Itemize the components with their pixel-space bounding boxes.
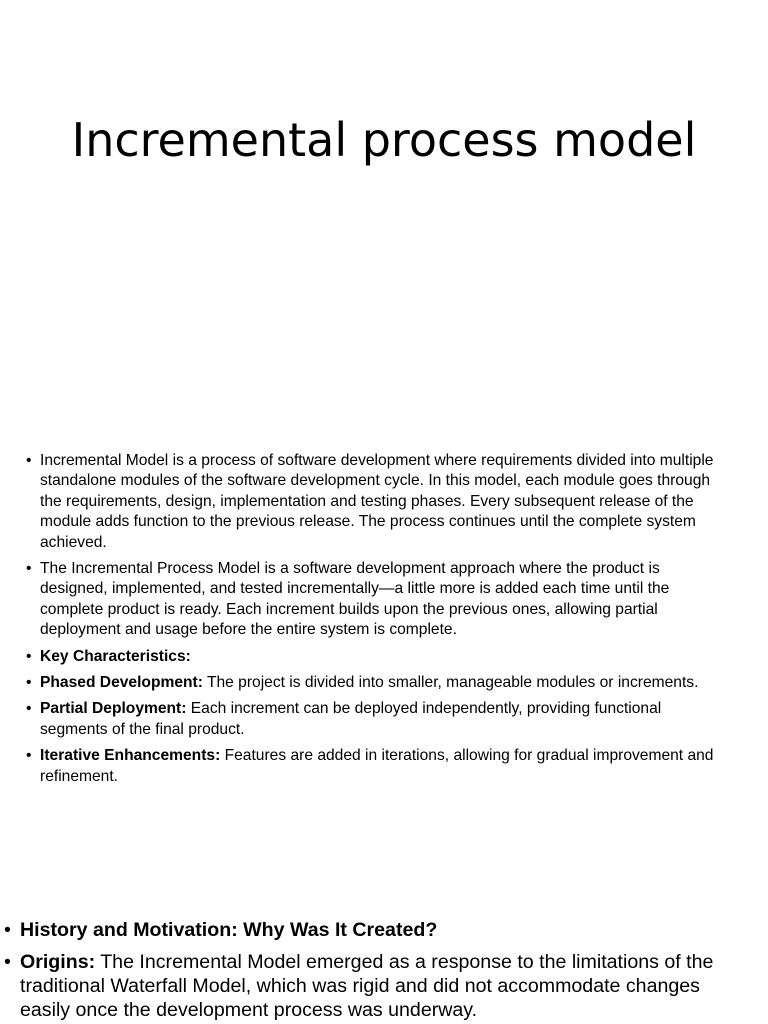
bullet-item	[0, 918, 740, 942]
bullet-item	[24, 451, 714, 553]
bullet-item	[24, 699, 714, 740]
bullet-item	[24, 746, 714, 787]
bullet-bold: Partial Deployment:	[40, 700, 187, 718]
bullet-icon: •	[4, 919, 11, 941]
history-bullet-list	[0, 918, 740, 1024]
bullet-icon: •	[26, 674, 32, 692]
bullet-text: The project is divided into smaller, manageable modules or increments.	[202, 674, 699, 692]
bullet-item	[24, 647, 714, 667]
bullet-bold: Key Characteristics:	[40, 647, 191, 665]
bullet-item	[24, 673, 714, 693]
bullet-text: Incremental Model is a process of software development where requirements divided into multiple standalone modules of the software development cycle. In this model, each module goes through the requirements, design, implementation and testing phases. Every subsequent release of the module adds function to the previous release. The process continues until the complete system achieved.	[40, 452, 714, 551]
bullet-icon: •	[26, 452, 32, 469]
bullet-text: The Incremental Model emerged as a response to the limitations of the traditional Waterfall Model, which was rigid and did not accommodate changes easily once the development process was underway.	[20, 951, 714, 1021]
bullet-text: Features are added in iterations, allowing for gradual improvement and refinement.	[40, 747, 714, 785]
bullet-text: The Incremental Process Model is a software development approach where the product is designed, implemented, and tested incrementally—a little more is added each time until the complete product is ready. Each increment builds upon the previous ones, allowing partial deployment and usage before the entire system is complete.	[40, 560, 670, 639]
bullet-icon: •	[26, 747, 32, 765]
bullet-icon: •	[4, 951, 11, 973]
bullet-icon: •	[26, 647, 32, 665]
bullet-item	[24, 559, 714, 641]
bullet-bold: History and Motivation: Why Was It Created?	[20, 919, 438, 941]
bullet-item	[0, 950, 740, 1022]
content-bullet-list	[24, 451, 714, 793]
bullet-bold: Iterative Enhancements:	[40, 747, 221, 765]
bullet-text: Each increment can be deployed independently, providing functional segments of the final product.	[40, 700, 662, 738]
slide-title: Incremental process model	[71, 113, 697, 167]
bullet-icon: •	[26, 700, 32, 718]
bullet-icon: •	[26, 560, 32, 578]
bullet-bold: Origins:	[20, 951, 96, 973]
bullet-bold: Phased Development:	[40, 674, 203, 692]
